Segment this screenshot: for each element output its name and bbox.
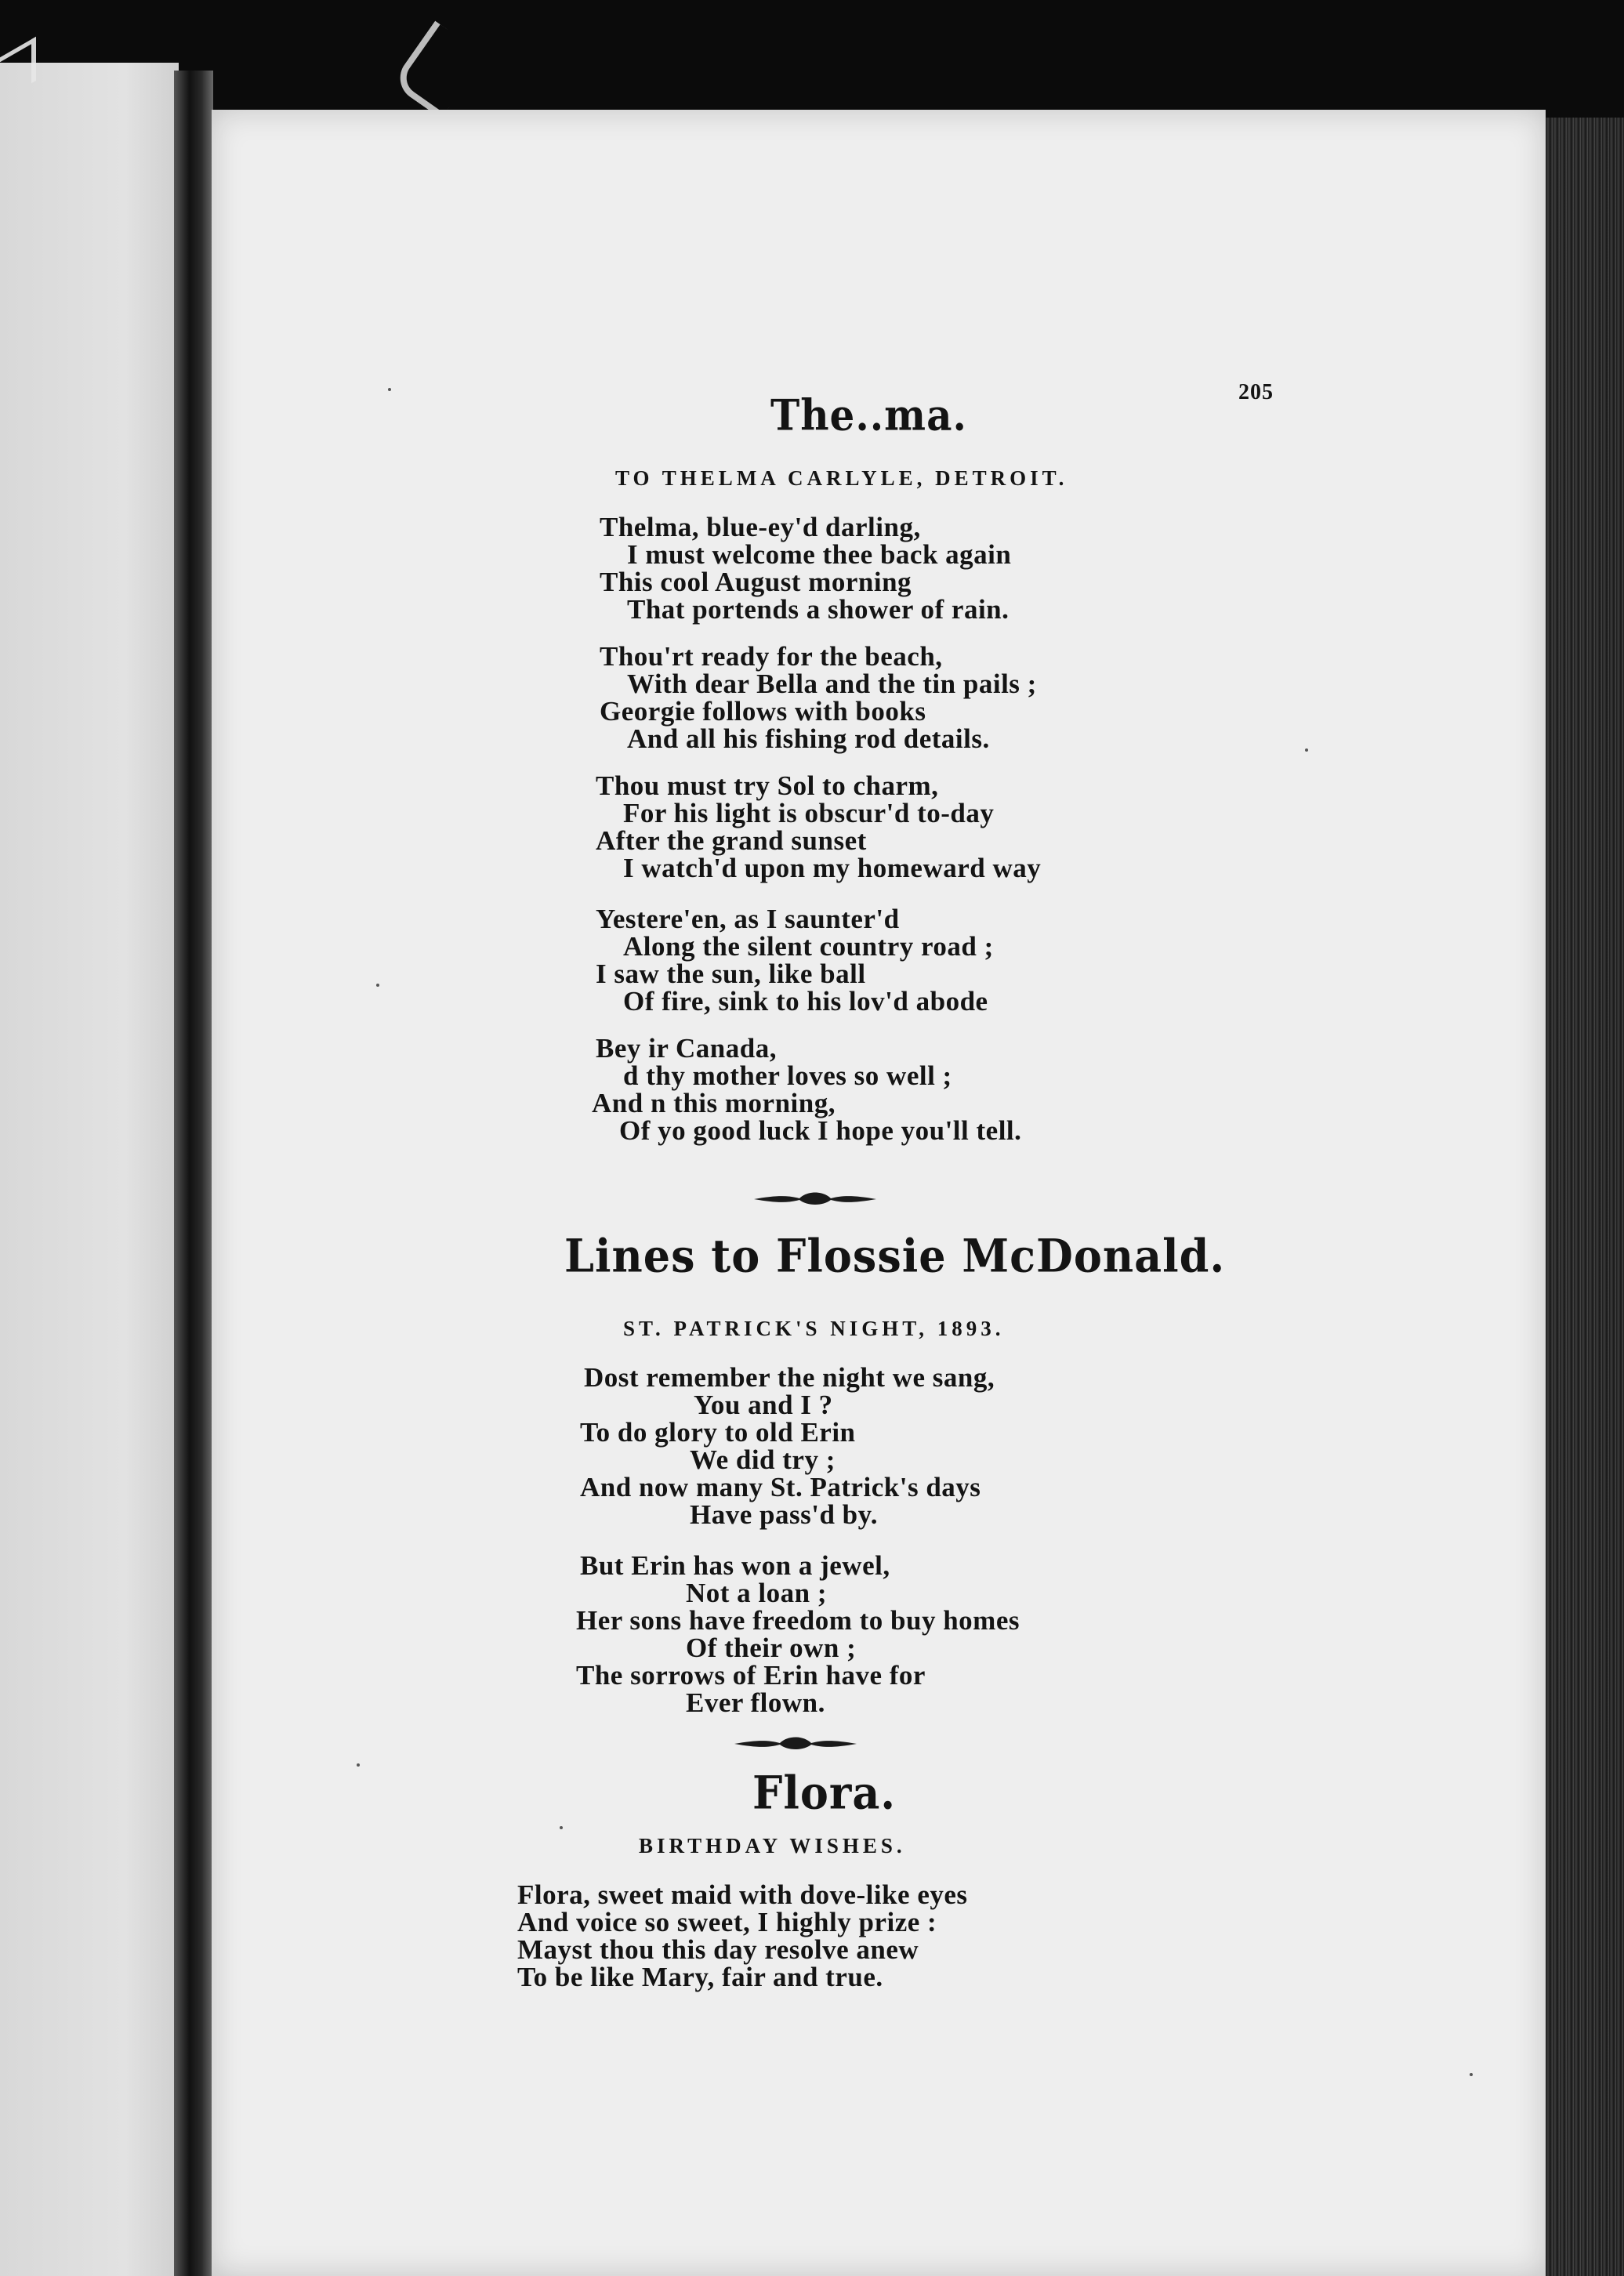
verse-line: Georgie follows with books: [600, 696, 926, 727]
verse-line: Thou'rt ready for the beach,: [600, 641, 943, 672]
verse-line: I saw the sun, like ball: [596, 959, 866, 989]
verse-line: This cool August morning: [600, 567, 912, 597]
scan-speck: [1470, 2073, 1473, 2076]
verse-line: But Erin has won a jewel,: [580, 1550, 890, 1581]
ornament-divider: [752, 1187, 878, 1211]
poem-subtitle: BIRTHDAY WISHES.: [639, 1834, 906, 1857]
verse-line: Ever flown.: [686, 1687, 825, 1718]
verse-line: And voice so sweet, I highly prize :: [517, 1907, 937, 1937]
verse-line: Of their own ;: [686, 1633, 857, 1663]
verse-line: After the grand sunset: [596, 825, 867, 856]
verse-line: Dost remember the night we sang,: [584, 1362, 995, 1393]
scan-speck: [388, 388, 391, 391]
verse-line: Of fire, sink to his lov'd abode: [623, 986, 988, 1017]
verse-line: And all his fishing rod details.: [627, 723, 990, 754]
verse-line: I must welcome thee back again: [627, 539, 1012, 570]
verse-line: And n this morning,: [592, 1088, 836, 1118]
verse-line: Thelma, blue-ey'd darling,: [600, 512, 921, 542]
verse-line: d thy mother loves so well ;: [623, 1060, 952, 1091]
scan-speck: [560, 1826, 563, 1829]
scan-speck: [357, 1763, 360, 1767]
verse-line: Her sons have freedom to buy homes: [576, 1605, 1020, 1636]
verse-line: That portends a shower of rain.: [627, 594, 1010, 625]
verse-line: And now many St. Patrick's days: [580, 1472, 981, 1502]
book-gutter: [174, 71, 213, 2276]
poem-title: Lines to Flossie McDonald.: [564, 1228, 1226, 1283]
verse-line: Not a loan ;: [686, 1578, 828, 1608]
verse-line: Have pass'd by.: [690, 1499, 878, 1530]
verse-line: Along the silent country road ;: [623, 931, 994, 962]
page-number: 205: [1238, 380, 1274, 404]
clip-mark: [391, 20, 485, 118]
verse-line: Flora, sweet maid with dove-like eyes: [517, 1879, 968, 1910]
poem-title: Flora.: [752, 1765, 897, 1820]
ornament-divider: [733, 1732, 858, 1756]
facing-page-edge: [0, 63, 179, 2276]
poem-title: The..ma.: [770, 390, 967, 440]
verse-line: Mayst thou this day resolve anew: [517, 1934, 919, 1965]
poem-subtitle: ST. PATRICK'S NIGHT, 1893.: [623, 1317, 1005, 1340]
book-fore-edge: [1546, 118, 1624, 2276]
poem-subtitle: TO THELMA CARLYLE, DETROIT.: [615, 466, 1068, 490]
verse-line: Bey ir Canada,: [596, 1033, 777, 1064]
verse-line: Of yo good luck I hope you'll tell.: [619, 1115, 1022, 1146]
scan-speck: [376, 984, 379, 987]
verse-line: With dear Bella and the tin pails ;: [627, 669, 1037, 699]
verse-line: Thou must try Sol to charm,: [596, 770, 939, 801]
verse-line: For his light is obscur'd to-day: [623, 798, 995, 828]
verse-line: We did try ;: [690, 1444, 836, 1475]
verse-line: To do glory to old Erin: [580, 1417, 856, 1448]
scan-speck: [1305, 748, 1308, 752]
verse-line: I watch'd upon my homeward way: [623, 853, 1042, 883]
book-page: [212, 110, 1546, 2276]
verse-line: Yestere'en, as I saunter'd: [596, 904, 900, 934]
verse-line: To be like Mary, fair and true.: [517, 1962, 883, 1992]
verse-line: The sorrows of Erin have for: [576, 1660, 926, 1691]
verse-line: You and I ?: [694, 1390, 833, 1420]
